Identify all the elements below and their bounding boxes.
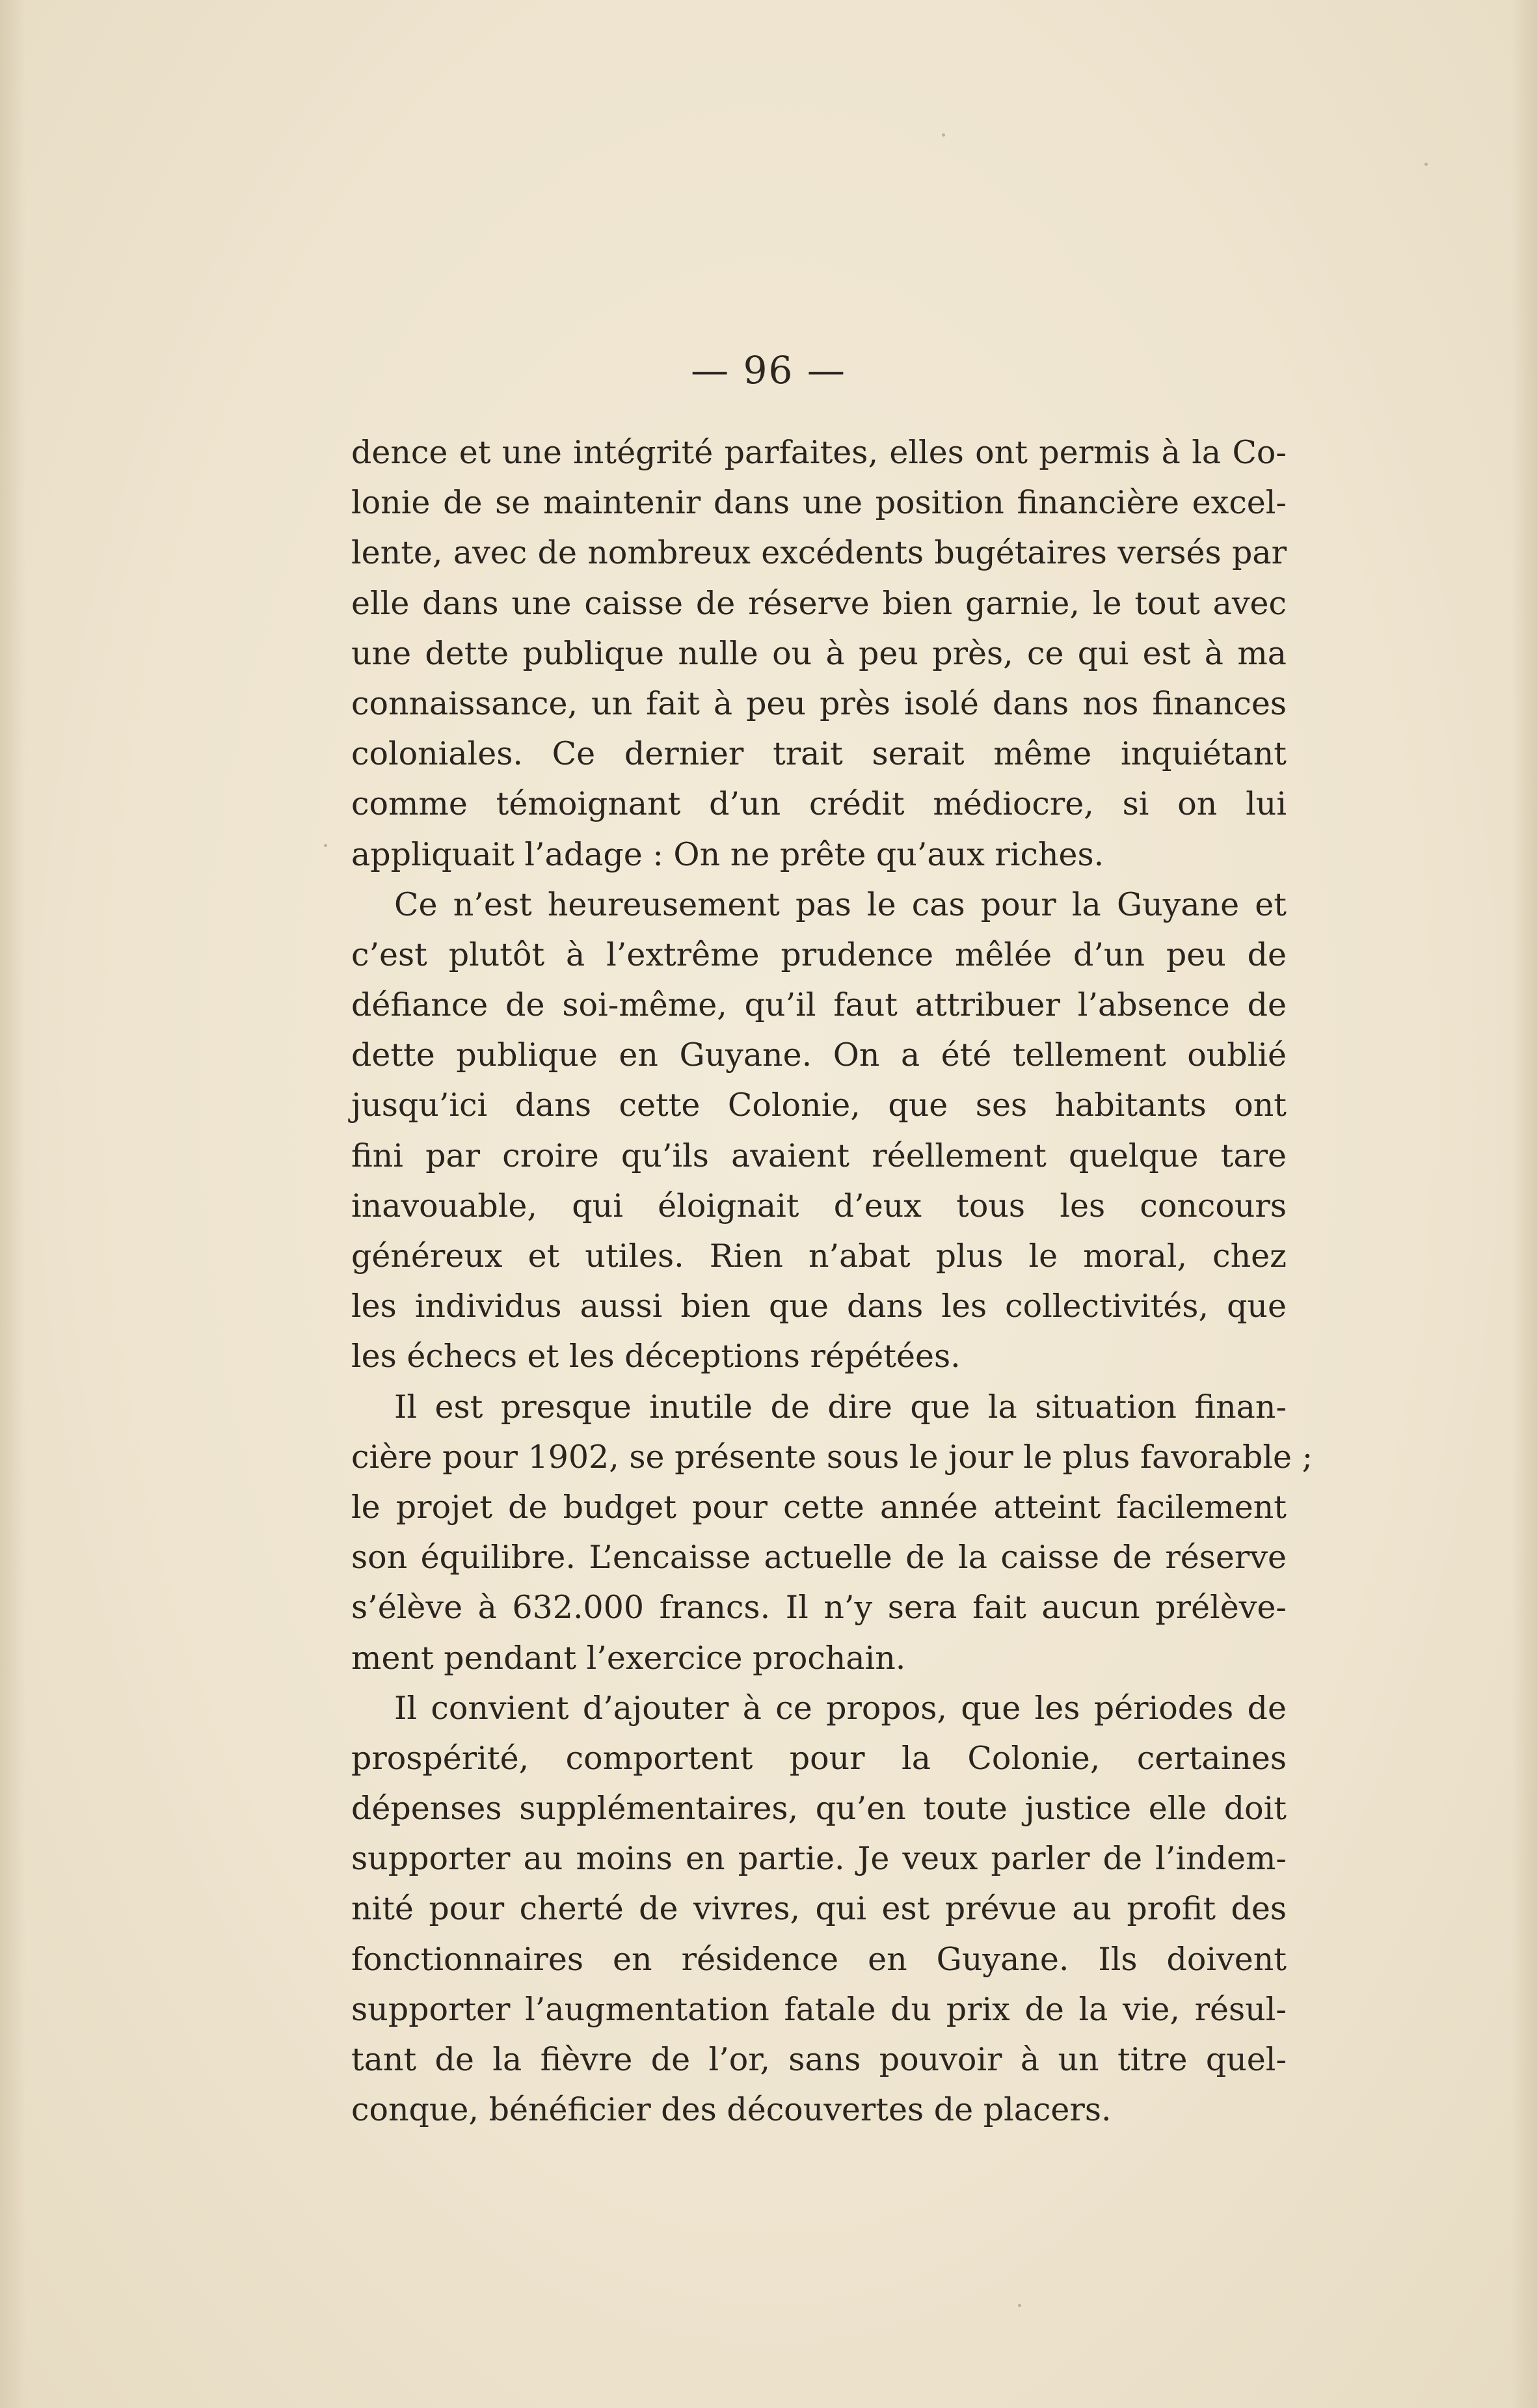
text-line: cière pour 1902, se présente sous le jour le plus favorable ; (351, 1438, 1313, 1476)
text-line: prospérité, comportent pour la Colonie, certaines (351, 1739, 1287, 1777)
text-line: les individus aussi bien que dans les collectivités, que (351, 1288, 1287, 1325)
text-line: dette publique en Guyane. On a été tellement oublié (351, 1036, 1287, 1074)
text-line: Il convient d’ajouter à ce propos, que les périodes de (394, 1689, 1287, 1727)
text-line: le projet de budget pour cette année atteint facilement (351, 1488, 1287, 1526)
page-number: — 96 — (691, 348, 846, 392)
text-line: généreux et utiles. Rien n’abat plus le moral, chez (351, 1238, 1287, 1275)
body-text (351, 427, 1313, 2135)
text-line: les échecs et les déceptions répétées. (351, 1338, 961, 1375)
paper-speck (1424, 163, 1428, 166)
text-line: ment pendant l’exercice prochain. (351, 1639, 906, 1677)
paragraph (351, 427, 1287, 880)
text-line: Il est presque inutile de dire que la situation finan- (394, 1388, 1287, 1426)
paper-speck (942, 133, 945, 137)
text-line: elle dans une caisse de réserve bien garnie, le tout avec (351, 584, 1287, 622)
text-line: supporter au moins en partie. Je veux parler de l’indem- (351, 1840, 1287, 1878)
paragraph (351, 1382, 1313, 1683)
paper-speck (324, 844, 327, 847)
paragraph (351, 1683, 1287, 2135)
text-line: dence et une intégrité parfaites, elles ont permis à la Co- (351, 434, 1287, 471)
text-line: tant de la fièvre de l’or, sans pouvoir à un titre quel- (351, 2041, 1287, 2078)
text-line: fini par croire qu’ils avaient réellement quelque tare (351, 1137, 1287, 1174)
text-line: son équilibre. L’encaisse actuelle de la caisse de réserve (351, 1539, 1287, 1576)
paragraph (351, 880, 1287, 1382)
text-line: s’élève à 632.000 francs. Il n’y sera fait aucun prélève- (351, 1589, 1287, 1627)
text-line: comme témoignant d’un crédit médiocre, si on lui (351, 785, 1287, 823)
text-line: lente, avec de nombreux excédents bugétaires versés par (351, 534, 1287, 572)
text-line: inavouable, qui éloignait d’eux tous les concours (351, 1187, 1287, 1224)
text-line: jusqu’ici dans cette Colonie, que ses habitants ont (351, 1087, 1287, 1124)
text-line: supporter l’augmentation fatale du prix de la vie, résul- (351, 1990, 1287, 2028)
text-line: nité pour cherté de vivres, qui est prévue au profit des (351, 1890, 1287, 1928)
text-line: Ce n’est heureusement pas le cas pour la Guyane et (394, 886, 1287, 923)
text-line: fonctionnaires en résidence en Guyane. Ils doivent (351, 1940, 1287, 1978)
text-line: conque, bénéficier des découvertes de placers. (351, 2091, 1112, 2129)
text-line: lonie de se maintenir dans une position financière excel- (351, 484, 1287, 522)
text-line: appliquait l’adage : On ne prête qu’aux riches. (351, 835, 1104, 873)
text-line: coloniales. Ce dernier trait serait même inquiétant (351, 735, 1287, 773)
text-line: c’est plutôt à l’extrême prudence mêlée d’un peu de (351, 936, 1287, 973)
text-line: une dette publique nulle ou à peu près, ce qui est à ma (351, 634, 1287, 672)
text-line: dépenses supplémentaires, qu’en toute justice elle doit (351, 1790, 1287, 1828)
text-line: défiance de soi-même, qu’il faut attribuer l’absence de (351, 986, 1287, 1024)
text-line: connaissance, un fait à peu près isolé dans nos finances (351, 684, 1287, 722)
paper-speck (1018, 2304, 1021, 2307)
